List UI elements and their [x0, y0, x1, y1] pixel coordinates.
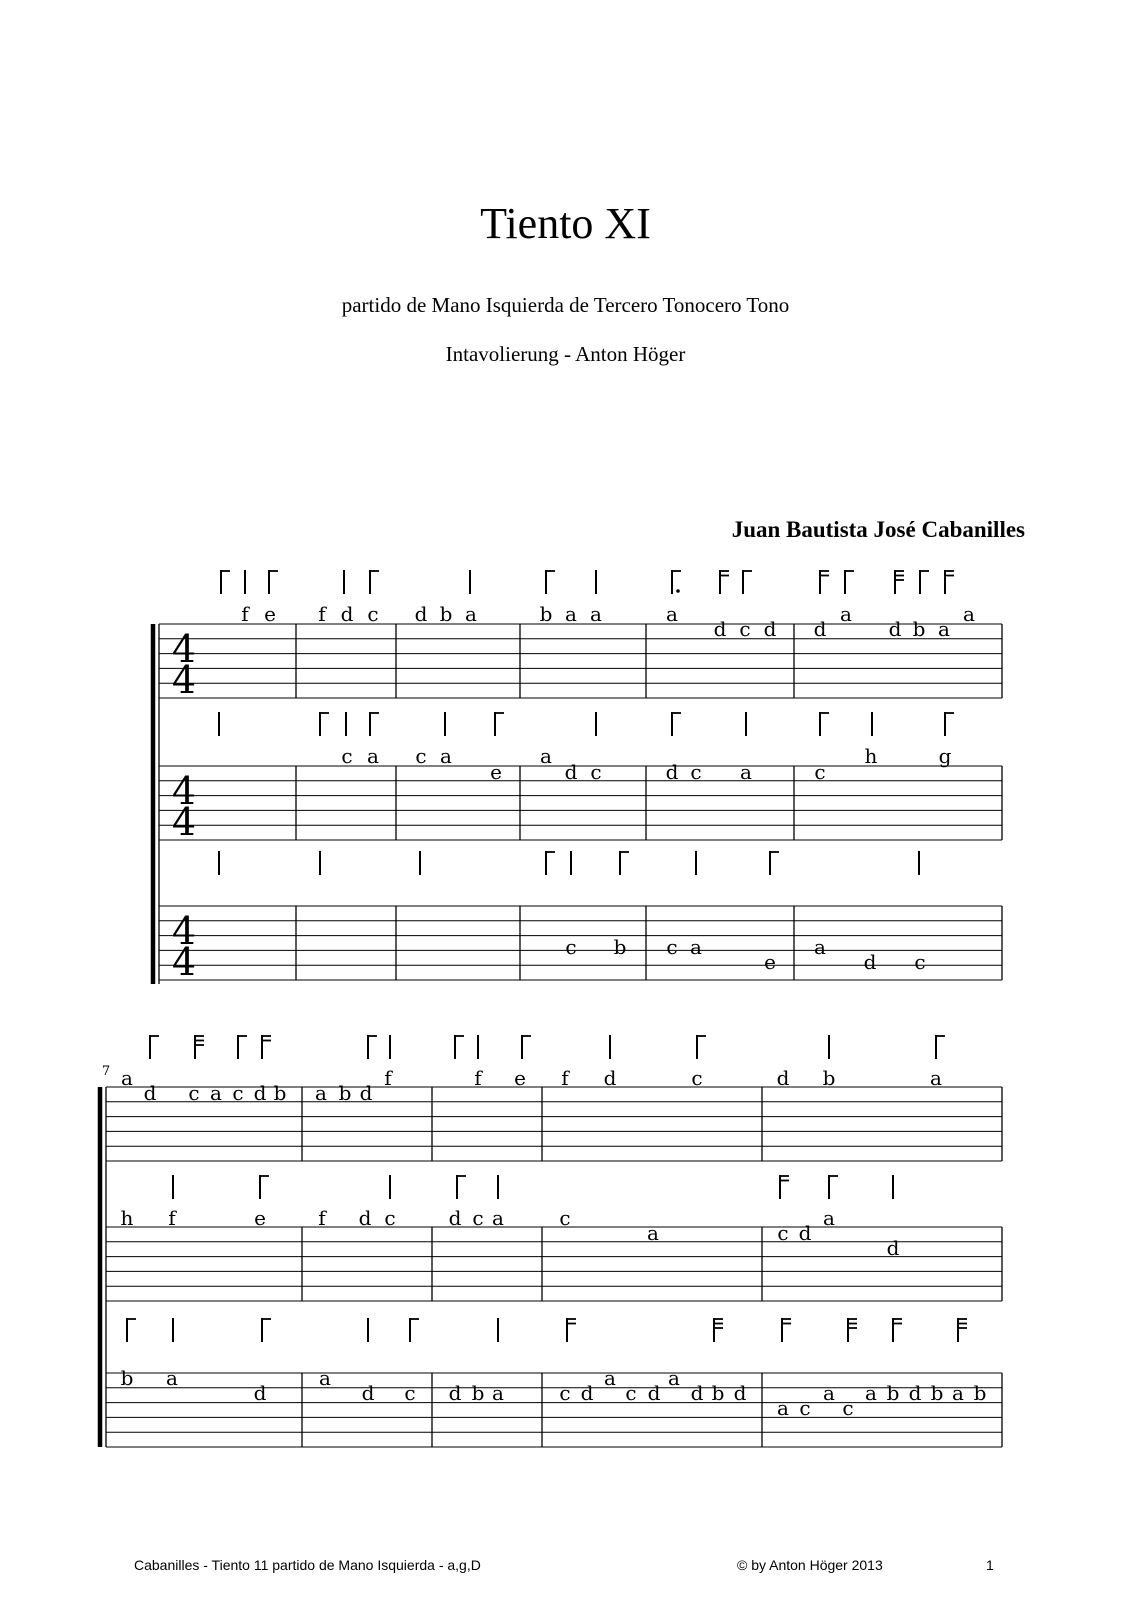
rhythm-flag — [150, 1035, 159, 1059]
rhythm-flag — [455, 1035, 464, 1059]
rhythm-flag — [845, 570, 854, 594]
tab-letter: a — [952, 1381, 964, 1405]
tab-letter: a — [590, 602, 602, 626]
rhythm-flag — [895, 570, 904, 594]
rhythm-flag — [829, 1175, 838, 1199]
tab-letter: a — [492, 1206, 504, 1230]
tab-letter: a — [647, 1221, 659, 1245]
tab-letter: d — [665, 760, 679, 784]
tab-letter: h — [864, 744, 878, 768]
footer-title: Cabanilles - Tiento 11 partido de Mano Isquierda - a,g,D — [134, 1557, 481, 1573]
piece-subtitle: partido de Mano Isquierda de Tercero Tonocero Tono — [341, 293, 790, 317]
tab-letter: a — [777, 1396, 789, 1420]
tab-letter: c — [232, 1081, 244, 1105]
tab-letter: c — [559, 1206, 571, 1230]
composer-name: Juan Bautista José Cabanilles — [731, 517, 1025, 542]
rhythm-flag — [195, 1035, 204, 1059]
tab-letter: a — [166, 1366, 178, 1390]
tab-letter: a — [938, 617, 950, 641]
tab-letter: c — [690, 760, 702, 784]
tab-letter: f — [318, 1206, 326, 1230]
rhythm-flag — [672, 712, 681, 736]
tab-letter: b — [120, 1366, 134, 1390]
page-number: 1 — [986, 1557, 994, 1573]
tab-letter: a — [690, 935, 702, 959]
tab-letter: b — [711, 1381, 725, 1405]
rhythm-flag — [820, 570, 829, 594]
tab-letter: d — [776, 1066, 790, 1090]
rhythm-flag — [848, 1318, 857, 1342]
tab-letter: d — [580, 1381, 594, 1405]
tab-letter: a — [814, 935, 826, 959]
tab-letter: d — [863, 950, 877, 974]
tab-letter: b — [439, 602, 453, 626]
tab-letter: a — [963, 602, 975, 626]
tab-letter: c — [341, 744, 353, 768]
tab-letter: b — [822, 1066, 836, 1090]
tab-letter: c — [384, 1206, 396, 1230]
tab-letter: d — [143, 1081, 157, 1105]
tab-letter: f — [561, 1066, 569, 1090]
tab-letter: c — [188, 1081, 200, 1105]
tab-letter: f — [384, 1066, 392, 1090]
tab-letter: e — [514, 1066, 526, 1090]
rhythm-flag — [238, 1035, 247, 1059]
tab-letter: a — [210, 1081, 222, 1105]
tab-letter: b — [273, 1081, 287, 1105]
tab-letter: d — [798, 1221, 812, 1245]
tab-letter: c — [559, 1381, 571, 1405]
tab-letter: a — [823, 1206, 835, 1230]
tab-letter: d — [733, 1381, 747, 1405]
rhythm-flag — [262, 1318, 271, 1342]
rhythm-flag — [697, 1035, 706, 1059]
tab-letter: d — [813, 617, 827, 641]
tab-letter: c — [666, 935, 678, 959]
tab-letter: b — [886, 1381, 900, 1405]
tab-letter: f — [241, 602, 249, 626]
rhythm-flag — [743, 570, 752, 594]
tab-letter: a — [121, 1066, 133, 1090]
tab-letter: c — [367, 602, 379, 626]
tab-letter: c — [842, 1396, 854, 1420]
tab-letter: d — [603, 1066, 617, 1090]
tab-letter: a — [315, 1081, 327, 1105]
tab-letter: f — [474, 1066, 482, 1090]
tab-letter: a — [740, 760, 752, 784]
tab-letter: a — [930, 1066, 942, 1090]
tab-letter: a — [668, 1366, 680, 1390]
rhythm-flag — [720, 570, 729, 594]
tab-letter: d — [908, 1381, 922, 1405]
tab-letter: f — [318, 602, 326, 626]
tab-letter: d — [763, 617, 777, 641]
rhythm-flag — [770, 851, 779, 875]
tab-letter: d — [713, 617, 727, 641]
rhythm-flag — [820, 712, 829, 736]
rhythm-flag — [546, 851, 555, 875]
rhythm-flag — [370, 570, 379, 594]
tab-letter: e — [254, 1206, 266, 1230]
tab-letter: d — [564, 760, 578, 784]
tab-letter: a — [666, 602, 678, 626]
tab-letter: g — [938, 744, 952, 768]
tab-letter: e — [490, 760, 502, 784]
rhythm-flag — [780, 1175, 789, 1199]
rhythm-flag — [262, 1035, 271, 1059]
tab-letter: a — [865, 1381, 877, 1405]
tab-letter: d — [690, 1381, 704, 1405]
tab-letter: d — [448, 1206, 462, 1230]
tab-letter: d — [888, 617, 902, 641]
tab-letter: c — [814, 760, 826, 784]
rhythm-flag — [410, 1318, 419, 1342]
tab-letter: c — [914, 950, 926, 974]
tab-letter: d — [359, 1081, 373, 1105]
tab-letter: c — [565, 935, 577, 959]
tab-letter: a — [319, 1366, 331, 1390]
tab-letter: d — [253, 1081, 267, 1105]
tab-letter: c — [777, 1221, 789, 1245]
tab-letter: e — [764, 950, 776, 974]
tab-letter: a — [840, 602, 852, 626]
tab-letter: c — [404, 1381, 416, 1405]
rhythm-flag — [546, 570, 555, 594]
tab-letter: b — [338, 1081, 352, 1105]
time-signature-top: 4 — [171, 909, 197, 953]
tab-letter: a — [823, 1381, 835, 1405]
rhythm-flag — [495, 712, 504, 736]
rhythm-flag — [269, 570, 278, 594]
rhythm-flag — [457, 1175, 466, 1199]
tab-letter: h — [120, 1206, 134, 1230]
rhythm-flag — [320, 712, 329, 736]
time-signature-top: 4 — [171, 769, 197, 813]
rhythm-flag — [567, 1318, 576, 1342]
tab-letter: c — [739, 617, 751, 641]
tab-letter: a — [440, 744, 452, 768]
measure-number: 7 — [101, 1064, 111, 1079]
footer-copyright: © by Anton Höger 2013 — [737, 1557, 883, 1573]
tab-letter: b — [973, 1381, 987, 1405]
tab-letter: e — [264, 602, 276, 626]
tab-letter: d — [414, 602, 428, 626]
rhythm-flag — [782, 1318, 791, 1342]
tab-letter: d — [647, 1381, 661, 1405]
rhythm-flag — [936, 1035, 945, 1059]
time-signature-bottom: 4 — [171, 940, 197, 984]
tab-letter: b — [613, 935, 627, 959]
tab-letter: a — [540, 744, 552, 768]
tab-letter: c — [590, 760, 602, 784]
tab-letter: f — [168, 1206, 176, 1230]
tab-letter: d — [448, 1381, 462, 1405]
tab-letter: d — [340, 602, 354, 626]
tab-letter: c — [691, 1066, 703, 1090]
tab-letter: d — [361, 1381, 375, 1405]
piece-title: Tiento XI — [480, 199, 651, 248]
rhythm-flag — [368, 1035, 377, 1059]
rhythm-flag — [620, 851, 629, 875]
tab-letter: b — [930, 1381, 944, 1405]
rhythm-flag — [893, 1318, 902, 1342]
tab-letter: a — [604, 1366, 616, 1390]
time-signature-top: 4 — [171, 627, 197, 671]
tab-letter: c — [799, 1396, 811, 1420]
arranger-credit: Intavolierung - Anton Höger — [445, 342, 686, 366]
rhythm-flag — [260, 1175, 269, 1199]
tab-letter: b — [912, 617, 926, 641]
tab-letter: a — [367, 744, 379, 768]
tab-letter: b — [471, 1381, 485, 1405]
time-signature-bottom: 4 — [171, 800, 197, 844]
tab-letter: a — [492, 1381, 504, 1405]
rhythm-flag — [672, 570, 681, 594]
rhythm-flag — [127, 1318, 136, 1342]
rhythm-flag — [714, 1318, 723, 1342]
rhythm-flag — [920, 570, 929, 594]
rhythm-flag — [522, 1035, 531, 1059]
tab-letter: a — [465, 602, 477, 626]
tab-letter: d — [358, 1206, 372, 1230]
rhythm-flag — [945, 712, 954, 736]
rhythm-flag — [958, 1318, 967, 1342]
rhythm-flag — [945, 570, 954, 594]
rhythm-flag-part — [676, 589, 680, 593]
tab-letter: a — [565, 602, 577, 626]
tab-letter: c — [472, 1206, 484, 1230]
tab-letter: d — [886, 1236, 900, 1260]
tab-letter: c — [415, 744, 427, 768]
tab-letter: c — [625, 1381, 637, 1405]
rhythm-flag — [370, 712, 379, 736]
rhythm-flag — [221, 570, 230, 594]
time-signature-bottom: 4 — [171, 658, 197, 702]
tab-letter: b — [539, 602, 553, 626]
tab-letter: d — [253, 1381, 267, 1405]
